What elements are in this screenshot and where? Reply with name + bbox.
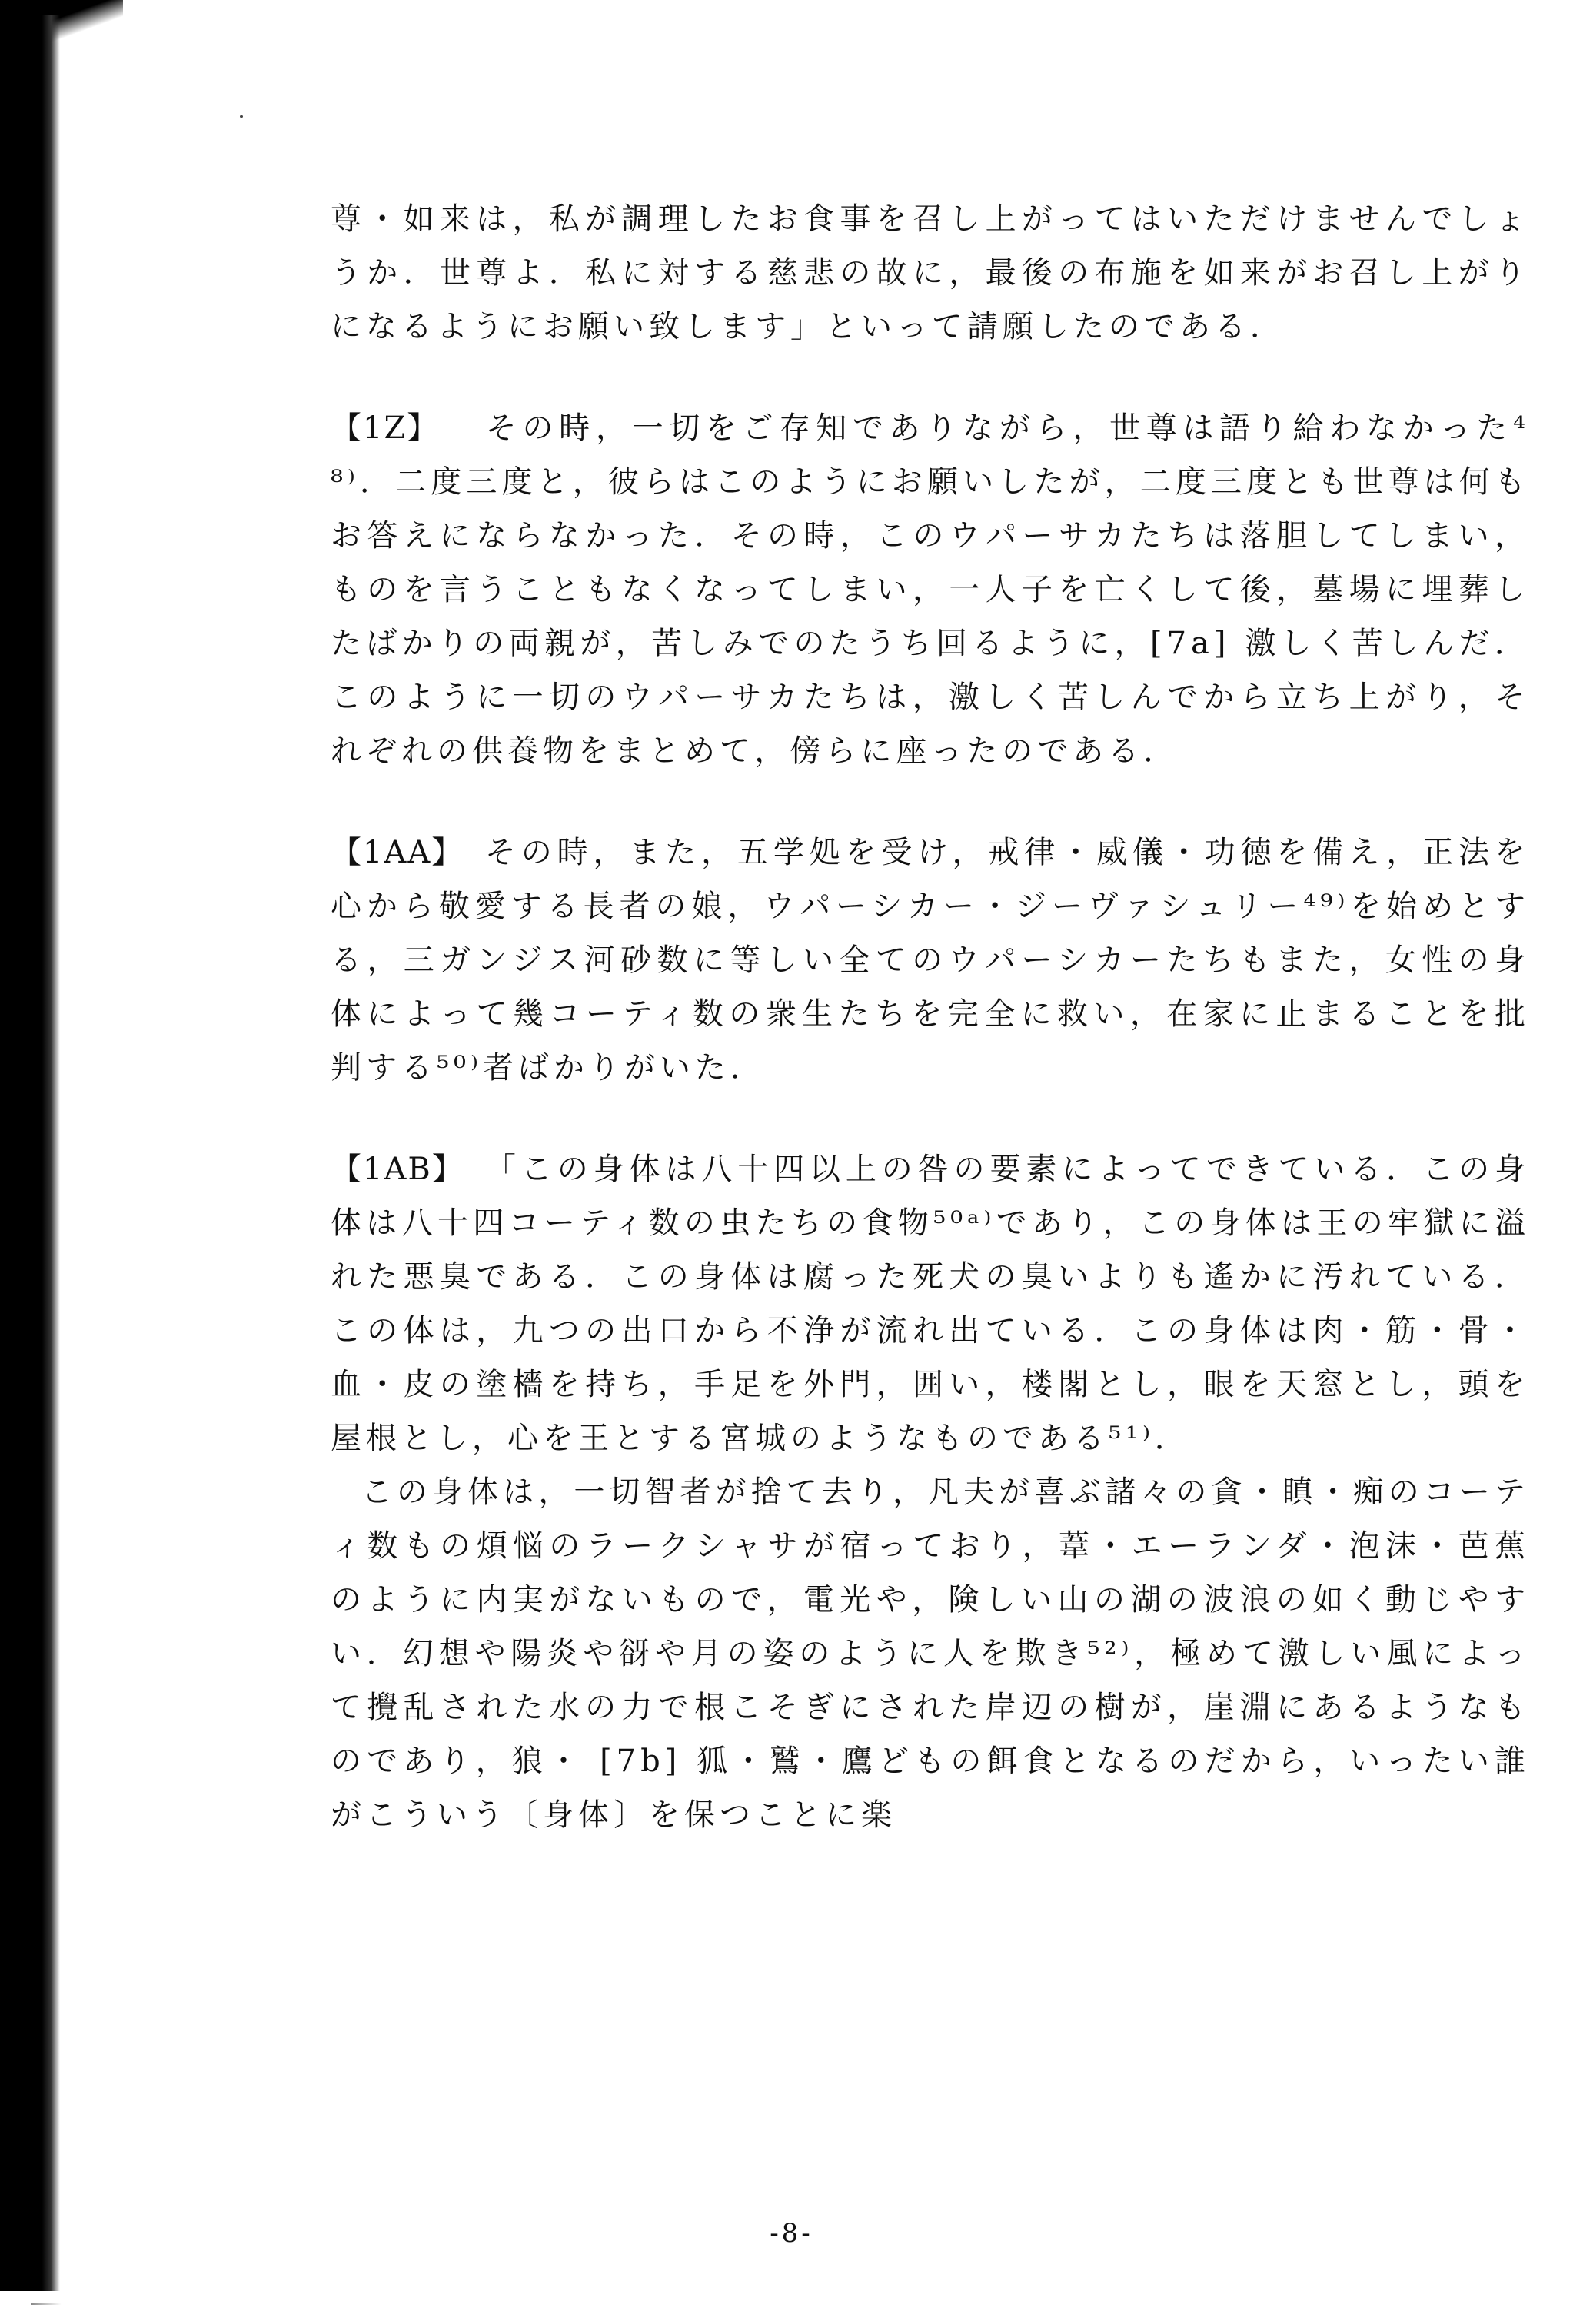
section-label: 【1AA】 — [331, 835, 464, 870]
section-label: 【1AB】 — [331, 1152, 464, 1187]
scan-speck — [240, 115, 243, 118]
page-body — [331, 192, 1530, 1842]
scan-bottom-mark — [31, 2303, 62, 2305]
paragraph-1aa — [331, 826, 1530, 1095]
paragraph-body-continued — [331, 1465, 1530, 1842]
paragraph-text: その時，また，五学処を受け，戒律・威儀・功徳を備え，正法を心から敬愛する長者の娘，ウパーシカー・ジーヴァシュリー⁴⁹⁾を始めとする，三ガンジス河砂数に等しい全てのウパーシカーたちもまた，女性の身体によって幾コーティ数の衆生たちを完全に救い，在家に止まることを批判する⁵⁰⁾者ばかりがいた． — [331, 835, 1530, 1086]
paragraph-1z — [331, 401, 1530, 778]
scan-shadow-edge — [0, 15, 60, 2291]
paragraph-1ab — [331, 1142, 1530, 1465]
paragraph-text: 尊・如来は，私が調理したお食事を召し上がってはいただけませんでしょうか．世尊よ．私に対する慈悲の故に，最後の布施を如来がお召し上がりになるようにお願い致します」といって請願したのである． — [331, 201, 1530, 344]
page-number: -8- — [770, 2218, 813, 2249]
paragraph-continuation — [331, 192, 1530, 354]
paragraph-text: 「この身体は八十四以上の咎の要素によってできている．この身体は八十四コーティ数の虫たちの食物⁵⁰ᵃ⁾であり，この身体は王の牢獄に溢れた悪臭である．この身体は腐った死犬の臭いよりも遙かに汚れている．この体は，九つの出口から不浄が流れ出ている．この身体は肉・筋・骨・血・皮の塗檣を持ち，手足を外門，囲い，楼閣とし，眼を天窓とし，頭を屋根とし，心を王とする宮城のようなものである⁵¹⁾． — [331, 1152, 1530, 1456]
paragraph-text: この身体は，一切智者が捨て去り，凡夫が喜ぶ諸々の貪・瞋・痴のコーティ数もの煩悩のラークシャサが宿っており，葦・エーランダ・泡沫・芭蕉のように内実がないもので，電光や，険しい山の湖の波浪の如く動じやすい．幻想や陽炎や谺や月の姿のように人を欺き⁵²⁾，極めて激しい風によって攪乱された水の力で根こそぎにされた岸辺の樹が，崖淵にあるようなものであり，狼・ [7b] 狐・鷲・鷹どもの餌食となるのだから，いったい誰がこういう〔身体〕を保つことに楽 — [331, 1475, 1530, 1833]
paragraph-text: その時，一切をご存知でありながら，世尊は語り給わなかった⁴⁸⁾．二度三度と，彼らはこのようにお願いしたが，二度三度とも世尊は何もお答えにならなかった．その時，このウパーサカたちは落胆してしまい，ものを言うこともなくなってしまい，一人子を亡くして後，墓場に埋葬したばかりの両親が，苦しみでのたうち回るように，[7a] 激しく苦しんだ．このように一切のウパーサカたちは，激しく苦しんでから立ち上がり，それぞれの供養物をまとめて，傍らに座ったのである． — [331, 411, 1530, 769]
section-label: 【1Z】 — [331, 411, 440, 446]
